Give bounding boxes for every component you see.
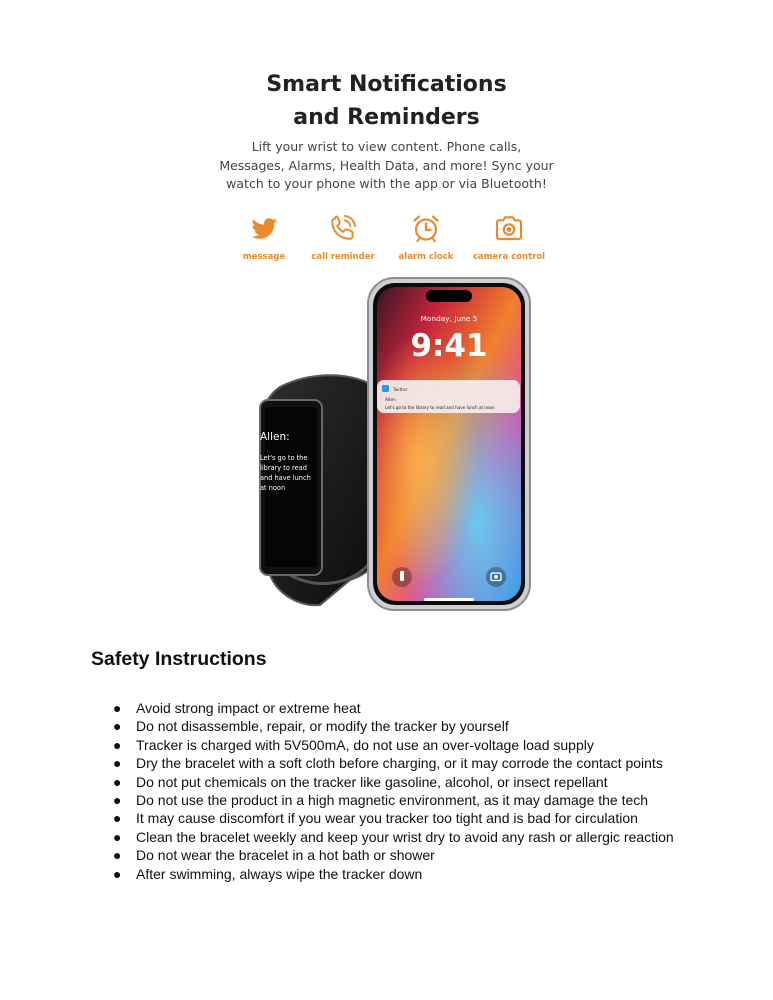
band-message-line: at noon [260,484,286,492]
list-item [113,791,674,809]
list-item [113,736,674,754]
lockscreen-date: Monday, June 5 [420,314,478,323]
list-item [113,699,674,717]
list-item-text: Do not wear the bracelet in a hot bath or shower [136,847,435,864]
bullet-icon: ● [113,700,122,716]
banner-subtitle-line: watch to your phone with the app or via Bluetooth! [226,176,547,191]
list-item-text: Do not use the product in a high magnetic environment, as it may damage the tech [136,792,649,809]
feature-label: call reminder [311,252,375,262]
banner-title-line: Smart Notifications [266,72,507,97]
list-item-text: Tracker is charged with 5V500mA, do not use an over-voltage load supply [136,736,594,753]
alarm-clock-icon [410,212,442,244]
feature-camera-control [461,212,557,262]
lockscreen-time: 9:41 [410,328,488,364]
bullet-icon: ● [113,828,122,845]
list-item [113,865,674,883]
banner-title-line: and Reminders [293,105,480,130]
list-item [113,846,674,864]
list-item-text: Avoid strong impact or extreme heat [136,700,361,716]
bullet-icon: ● [113,773,122,790]
feature-label: alarm clock [398,252,454,262]
safety-instructions-list [113,699,674,883]
notification-sender: Allen [385,398,396,403]
feature-label: camera control [472,252,546,262]
bullet-icon: ● [113,792,122,809]
list-item-text: Do not disassemble, repair, or modify the tracker by yourself [136,718,509,735]
feature-alarm-clock [378,212,474,262]
bullet-icon: ● [113,865,122,882]
list-item-text: Dry the bracelet with a soft cloth before charging, or it may corrode the contact points [136,755,663,772]
banner-title [0,68,773,134]
camera-icon [493,212,525,244]
flashlight-icon [400,571,404,581]
banner-subtitle-line: Lift your wrist to view content. Phone calls, [251,139,522,154]
list-item [113,809,674,827]
fitness-band [260,375,382,605]
bullet-icon: ● [113,718,122,735]
twitter-app-icon [382,385,389,392]
bullet-icon: ● [113,755,122,772]
feature-call-reminder [295,212,391,262]
banner-subtitle-line: Messages, Alarms, Health Data, and more! Sync your [219,157,554,173]
band-message-line: and have lunch [260,474,311,482]
list-item-text: It may cause discomfort if you wear you tracker too tight and is bad for circulation [136,810,638,827]
home-indicator [424,598,474,601]
list-item [113,754,674,772]
list-item-text: Clean the bracelet weekly and keep your wrist dry to avoid any rash or allergic reaction [136,828,674,845]
smartphone [368,278,530,610]
band-message-line: library to read [260,464,307,472]
feature-icons-row [0,212,773,268]
dynamic-island [426,290,472,302]
product-photo [240,275,540,620]
list-item [113,717,674,735]
notification-body: Let's go to the library to read and have lunch at noon [385,405,495,410]
list-item [113,828,674,846]
banner-subtitle [0,138,773,194]
list-item-text: After swimming, always wipe the tracker down [136,865,423,882]
band-message-line: Let's go to the [260,454,308,462]
band-sender: Allen: [260,431,290,443]
bullet-icon: ● [113,810,122,827]
phone-ringing-icon [327,212,359,244]
feature-label: message [242,252,286,262]
safety-instructions-heading: Safety Instructions [91,648,267,670]
bird-icon [248,212,280,244]
bullet-icon: ● [113,736,122,753]
list-item-text: Do not put chemicals on the tracker like gasoline, alcohol, or insect repellant [136,773,608,790]
notification-app-name: Twitter [393,388,408,393]
list-item [113,773,674,791]
bullet-icon: ● [113,847,122,864]
